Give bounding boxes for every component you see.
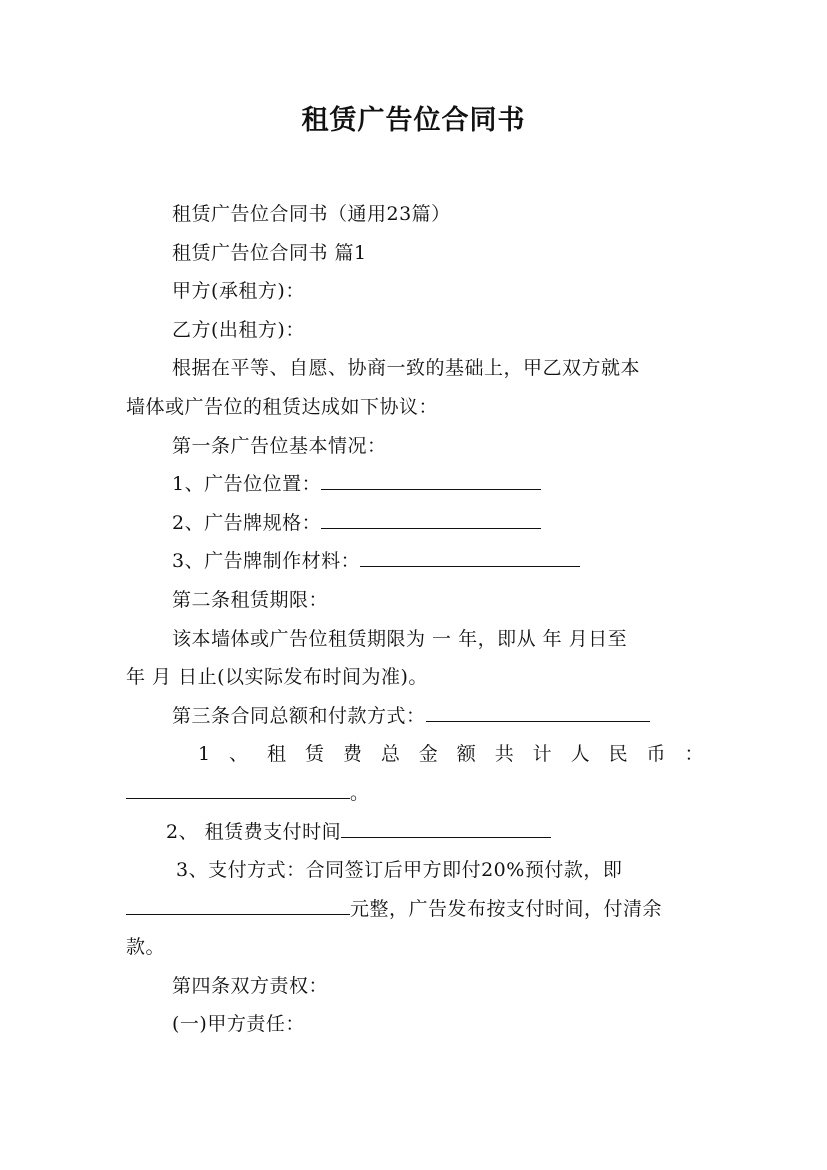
char: ： [684, 743, 704, 766]
char: 1 [198, 743, 211, 766]
char: 总 [380, 743, 401, 766]
char: 租 [266, 743, 287, 766]
char: 金 [418, 743, 439, 766]
paragraph-line: 租赁广告位合同书 篇1 [172, 241, 367, 264]
line-text: 元整，广告发布按支付时间，付清余 [350, 897, 663, 920]
paragraph-line [126, 465, 704, 504]
paragraph-line: 款。 [126, 936, 166, 959]
fill-in-blank [360, 547, 580, 567]
line-end: 。 [350, 781, 370, 804]
char: 人 [570, 743, 591, 766]
paragraph-line: 第一条广告位基本情况： [172, 434, 387, 457]
field-label: 2、广告牌规格： [172, 511, 322, 534]
field-label: 1、广告位位置： [172, 473, 322, 496]
char: 额 [456, 743, 477, 766]
char: 、 [229, 743, 249, 766]
document-title: 租赁广告位合同书 [301, 105, 526, 136]
paragraph-line: 租赁广告位合同书（通用23篇） [172, 203, 451, 225]
char: 费 [342, 743, 363, 766]
paragraph-line: 墙体或广告位的租赁达成如下协议： [126, 395, 439, 418]
paragraph-line [126, 504, 704, 543]
fill-in-blank [126, 779, 350, 799]
paragraph-line: 年 月 日止(以实际发布时间为准)。 [126, 666, 428, 689]
paragraph-line: 第二条租赁期限： [172, 588, 329, 611]
paragraph-line: 第四条双方责权： [172, 974, 329, 997]
fill-in-blank [321, 470, 541, 490]
paragraph-line [126, 890, 704, 929]
fill-in-blank [126, 895, 350, 915]
paragraph-line [126, 774, 704, 813]
fill-in-blank [426, 702, 650, 722]
paragraph-line: 甲方(承租方)： [172, 280, 305, 303]
field-label: 第三条合同总额和付款方式： [172, 704, 426, 727]
document-body [126, 195, 704, 1044]
field-label: 3、广告牌制作材料： [172, 550, 361, 573]
char: 计 [532, 743, 553, 766]
paragraph-line: 根据在平等、自愿、协商一致的基础上，甲乙双方就本 [172, 357, 641, 380]
paragraph-line: 乙方(出租方)： [172, 318, 305, 341]
char: 共 [494, 743, 515, 766]
paragraph-line: 3、支付方式：合同签订后甲方即付20%预付款，即 [176, 859, 623, 882]
justified-line [126, 735, 704, 774]
fill-in-blank [321, 509, 541, 529]
paragraph-line [126, 542, 704, 581]
char: 币 [646, 743, 667, 766]
char: 民 [608, 743, 629, 766]
fill-in-blank [341, 818, 551, 838]
char: 赁 [304, 743, 325, 766]
paragraph-line: 该本墙体或广告位租赁期限为 一 年，即从 年 月日至 [172, 627, 628, 650]
paragraph-line: (一)甲方责任： [172, 1013, 305, 1036]
field-label: 2、 租赁费支付时间 [166, 820, 342, 843]
paragraph-line [126, 697, 704, 736]
paragraph-line [126, 813, 704, 852]
